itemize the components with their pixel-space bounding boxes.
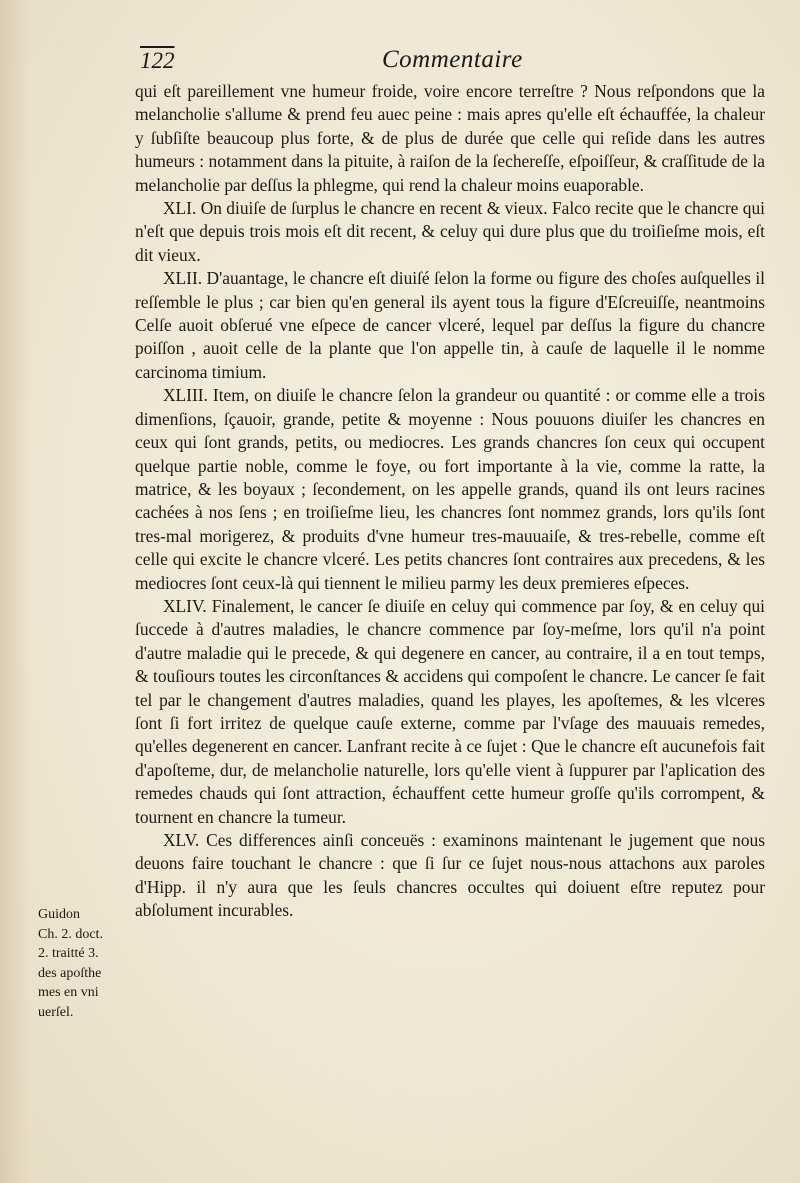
margin-note-line: 2. traitté 3. bbox=[38, 946, 99, 961]
section-xli: XLI. On diuiſe de ſurplus le chancre en recent & vieux. Falco recite que le chancre qui n'eſt que depuis trois mois eſt dit recent, & celuy qui dure plus que du troiſieſme mois, eſt dit vieux. bbox=[135, 198, 765, 265]
section-xliv: XLIV. Finalement, le cancer ſe diuiſe en celuy qui commence par ſoy, & en celuy qui ſuccede à d'autres maladies, le chancre commence par ſoy-meſme, lors qu'il n'a point d'autre maladie qui le precede, & qui degenere en cancer, au contraire, il a en tout temps, & touſiours toutes les circonſtances & accidens qui compoſent le chancre. Le cancer ſe fait tel par le changement d'autres maladies, quand les playes, les apoſtemes, & les vlceres ſont ſi fort irritez de quelque cauſe externe, comme par l'vſage des mauuais remedes, qu'elles degenerent en cancer. Lanfrant recite à ce ſujet : Que le chancre eſt aucunefois fait d'apoſteme, dur, de melancholie naturelle, lors qu'elle vient à ſuppurer par l'aplication des remedes chauds qui ſont attraction, échauffent cette humeur groſſe qu'ils corrompent, & tournent en chancre la tumeur. bbox=[135, 595, 765, 827]
page-edge-shading bbox=[0, 0, 30, 1183]
paragraph-continuation: qui eſt pareillement vne humeur froide, voire encore terreſtre ? Nous reſpondons que la melancholie s'allume & prend feu auec peine : mais apres qu'elle eſt échauffée, la chaleur y ſubſiſte beaucoup plus forte, & de plus de durée que celle qui reſide dans les autres humeurs : notamment dans la pituite, à raiſon de la ſechereſſe, eſpoiſſeur, & craſſitude de la melancholie par deſſus la phlegme, qui rend la chaleur moins euaporable. bbox=[135, 81, 765, 195]
margin-note-line: Ch. 2. doct. bbox=[38, 926, 103, 942]
section-xliii: XLIII. Item, on diuiſe le chancre ſelon la grandeur ou quantité : or comme elle a trois dimenſions, ſçauoir, grande, petite & moyenne : Nous pouuons diuiſer les chancres en ceux qui ſont grands, petits, ou mediocres. Les grands chancres ſon ceux qui occupent quelque partie noble, comme le foye, ou fort importante à la vie, comme la ratte, la matrice, & les boyaux ; ſecondement, on les appelle grands, quand ils ont leurs racines cachées à nos ſens ; en troiſieſme lieu, les chancres ſont nommez grands, lors qu'ils ſont tres-mal morigerez, & produits d'vne humeur tres-mauuaiſe, & tres-rebelle, comme eſt celle qui excite le chancre vlceré. Les petits chancres ſont contraires aux precedens, & les mediocres ſont ceux-là qui tiennent le milieu parmy les deux premieres eſpeces. bbox=[135, 385, 765, 593]
page-header bbox=[140, 42, 740, 82]
section-xlii: XLII. D'auantage, le chancre eſt diuiſé ſelon la forme ou figure des choſes auſquelles il reſſemble le plus ; car bien qu'en general ils ayent tous la figure d'Eſcreuiſſe, neantmoins Celſe auoit obſerué vne eſpece de cancer vlceré, lequel par deſſus la figure du chancre poiſſon , auoit celle de la plante que l'on appelle tin, à cauſe de laquelle il le nomme carcinoma timium. bbox=[135, 268, 765, 382]
body-text bbox=[135, 80, 765, 923]
page-number: 122 bbox=[140, 48, 175, 73]
section-xlv: XLV. Ces differences ainſi conceuës : examinons maintenant le jugement que nous deuons faire touchant le chancre : que ſi ſur ce ſujet nous-nous attachons aux paroles d'Hipp. il n'y aura que les ſeuls chancres occultes qui doiuent eſtre reputez pour abſolument incurables. bbox=[135, 830, 765, 921]
running-title: Commentaire bbox=[382, 46, 523, 73]
margin-note-line: des apoſthe bbox=[38, 965, 102, 981]
margin-note-line: Guidon bbox=[38, 907, 80, 922]
margin-note bbox=[38, 905, 128, 1022]
margin-note-line: uerſel. bbox=[38, 1004, 74, 1020]
margin-note-line: mes en vni bbox=[38, 985, 99, 1000]
